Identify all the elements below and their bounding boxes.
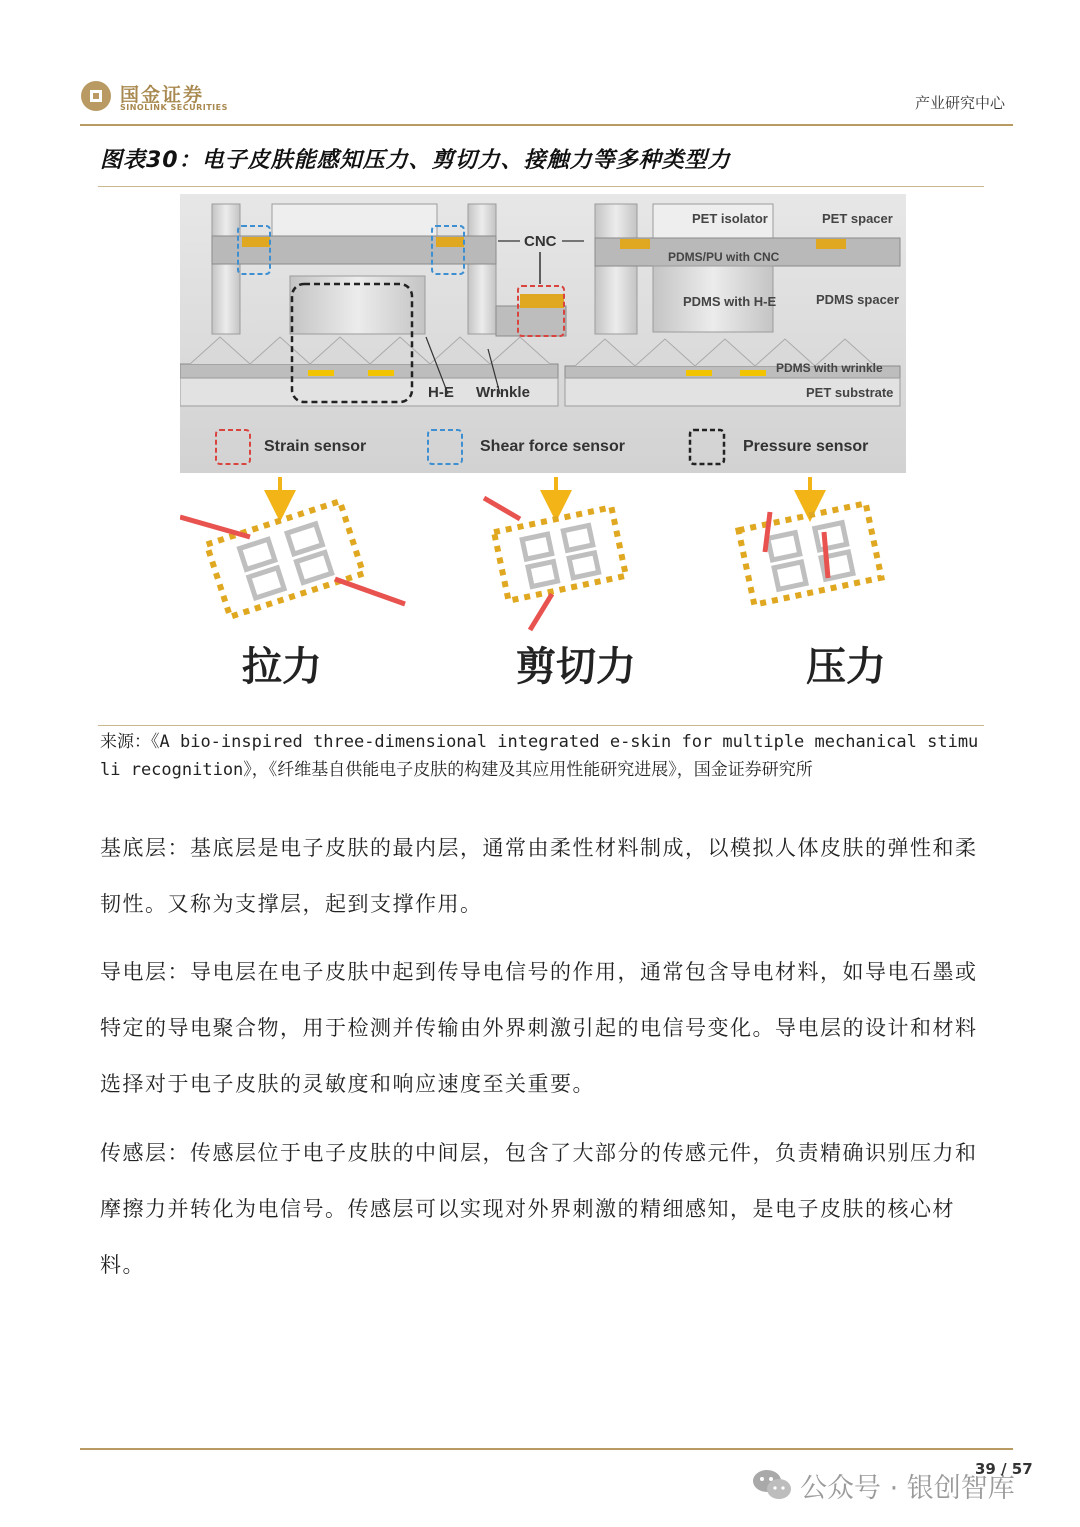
legend-strain: Strain sensor — [264, 438, 367, 455]
label-pet-spacer: PET spacer — [822, 211, 893, 226]
figure-title: 图表30：电子皮肤能感知压力、剪切力、接触力等多种类型力 — [100, 148, 731, 173]
paragraph-conductive-layer: 导电层：导电层在电子皮肤中起到传导电信号的作用，通常包含导电材料，如导电石墨或特定的导电聚合物，用于检测并传输由外界刺激引起的电信号变化。导电层的设计和材料选择对于电子皮肤的灵敏度和响应速度至关重要。 — [100, 960, 978, 1096]
page-number: 39 / 57 — [975, 1460, 1033, 1478]
shear-illustration — [484, 477, 636, 690]
label-pet-substrate: PET substrate — [806, 385, 894, 400]
wechat-watermark: 公众号 · 银创智库 — [800, 1473, 1015, 1504]
force-label-pressure: 压力 — [806, 644, 886, 690]
figure-title-divider — [98, 186, 984, 187]
label-cnc: CNC — [524, 233, 557, 250]
department-label: 产业研究中心 — [914, 94, 1005, 112]
header-divider — [80, 124, 1013, 126]
logo-text-en: SINOLINK SECURITIES — [120, 103, 228, 112]
figure-source: 来源：《A bio-inspired three-dimensional integrated e-skin for multiple mechanical stimuli recognition》，《纤维基自供能电子皮肤的构建及其应用性能研究进展》，国金证券研究所 — [100, 732, 979, 780]
paragraph-substrate-layer: 基底层：基底层是电子皮肤的最内层，通常由柔性材料制成，以模拟人体皮肤的弹性和柔韧性。又称为支撑层，起到支撑作用。 — [100, 836, 978, 916]
figure-bottom-divider — [98, 725, 984, 726]
pressure-illustration — [739, 477, 886, 690]
force-label-tension: 拉力 — [242, 644, 322, 690]
legend-shear: Shear force sensor — [480, 438, 625, 455]
label-pdms-he: PDMS with H-E — [683, 294, 777, 309]
label-pdms-wrinkle: PDMS with wrinkle — [776, 361, 883, 375]
label-he: H-E — [428, 384, 454, 401]
label-pdms-pu-cnc: PDMS/PU with CNC — [668, 250, 780, 264]
wechat-icon — [752, 1468, 792, 1502]
label-wrinkle: Wrinkle — [476, 384, 530, 401]
e-skin-figure — [180, 194, 906, 694]
legend-pressure: Pressure sensor — [743, 438, 869, 455]
page-header — [0, 0, 1080, 130]
logo-text-cn: 国金证券 — [120, 84, 205, 106]
strain-illustration — [180, 477, 405, 690]
sinolink-logo-icon — [80, 80, 112, 112]
label-pet-isolator: PET isolator — [692, 211, 768, 226]
label-pdms-spacer: PDMS spacer — [816, 292, 900, 307]
paragraph-sensing-layer: 传感层：传感层位于电子皮肤的中间层，包含了大部分的传感元件，负责精确识别压力和摩擦力并转化为电信号。传感层可以实现对外界刺激的精细感知，是电子皮肤的核心材料。 — [100, 1141, 978, 1277]
footer-divider — [80, 1448, 1013, 1450]
force-label-shear: 剪切力 — [516, 644, 636, 690]
